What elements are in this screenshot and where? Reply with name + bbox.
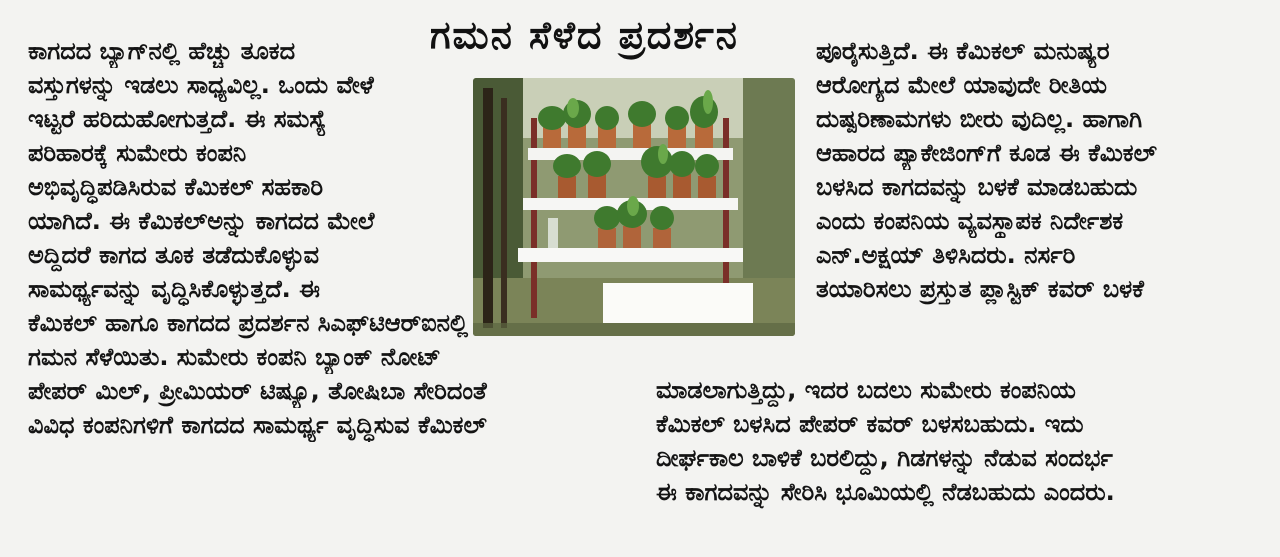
left-column-line: ಕೆಮಿಕಲ್ ಹಾಗೂ ಕಾಗದದ ಪ್ರದರ್ಶನ ಸಿಎಫ್‌ಟಿಆರ್‌ಐನಲ್ಲಿ — [28, 309, 469, 337]
left-column-line: ಪರಿಹಾರಕ್ಕೆ ಸುಮೇರು ಕಂಪನಿ — [28, 139, 247, 167]
left-column-line: ಇಟ್ಟರೆ ಹರಿದುಹೋಗುತ್ತದೆ. ಈ ಸಮಸ್ಯೆ — [28, 105, 327, 133]
right-column-line: ಬಳಸಿದ ಕಾಗದವನ್ನು ಬಳಕೆ ಮಾಡಬಹುದು — [816, 173, 1138, 201]
bottom-column-line: ದೀರ್ಘಕಾಲ ಬಾಳಿಕೆ ಬರಲಿದ್ದು, ಗಿಡಗಳನ್ನು ನೆಡುವ ಸಂದರ್ಭ — [656, 444, 1113, 472]
bottom-column-line: ಮಾಡಲಾಗುತ್ತಿದ್ದು, ಇದರ ಬದಲು ಸುಮೇರು ಕಂಪನಿಯ — [656, 376, 1076, 404]
left-column-line: ವಸ್ತುಗಳನ್ನು ಇಡಲು ಸಾಧ್ಯವಿಲ್ಲ. ಒಂದು ವೇಳೆ — [28, 71, 374, 99]
plant-shelf-photo — [473, 78, 795, 336]
right-column-line: ಎನ್.ಅಕ್ಷಯ್ ತಿಳಿಸಿದರು. ನರ್ಸರಿ — [816, 241, 1076, 269]
left-column-line: ಯಾಗಿದೆ. ಈ ಕೆಮಿಕಲ್‌ಅನ್ನು ಕಾಗದದ ಮೇಲೆ — [28, 207, 375, 235]
bottom-column-line: ಈ ಕಾಗದವನ್ನು ಸೇರಿಸಿ ಭೂಮಿಯಲ್ಲಿ ನೆಡಬಹುದು ಎಂದರು. — [656, 478, 1115, 506]
left-column-line: ಕಾಗದದ ಬ್ಯಾಗ್‌ನಲ್ಲಿ ಹೆಚ್ಚು ತೂಕದ — [28, 37, 296, 65]
right-column-line: ತಯಾರಿಸಲು ಪ್ರಸ್ತುತ ಪ್ಲಾಸ್ಟಿಕ್ ಕವರ್ ಬಳಕೆ — [816, 275, 1144, 303]
left-column-line: ಸಾಮರ್ಥ್ಯವನ್ನು ವೃದ್ಧಿಸಿಕೊಳ್ಳುತ್ತದೆ. ಈ — [28, 275, 320, 303]
left-column-line: ಪೇಪರ್ ಮಿಲ್, ಪ್ರೀಮಿಯರ್ ಟಿಷ್ಯೂ, ತೋಷಿಬಾ ಸೇರಿದಂತೆ — [28, 377, 487, 405]
right-column-line: ಆರೋಗ್ಯದ ಮೇಲೆ ಯಾವುದೇ ರೀತಿಯ — [816, 71, 1107, 99]
left-column-line: ಅಭಿವೃದ್ಧಿಪಡಿಸಿರುವ ಕೆಮಿಕಲ್ ಸಹಕಾರಿ — [28, 173, 323, 201]
right-column-line: ಎಂದು ಕಂಪನಿಯ ವ್ಯವಸ್ಥಾಪಕ ನಿರ್ದೇಶಕ — [816, 207, 1124, 235]
left-column-line: ಅದ್ದಿದರೆ ಕಾಗದ ತೂಕ ತಡೆದುಕೊಳ್ಳುವ — [28, 241, 320, 269]
bottom-column-line: ಕೆಮಿಕಲ್ ಬಳಸಿದ ಪೇಪರ್ ಕವರ್ ಬಳಸಬಹುದು. ಇದು — [656, 410, 1084, 438]
bottom-right-column — [656, 373, 1256, 509]
right-column-line: ಪೂರೈಸುತ್ತಿದೆ. ಈ ಕೆಮಿಕಲ್ ಮನುಷ್ಯರ — [816, 37, 1110, 65]
right-column-line: ಆಹಾರದ ಪ್ಯಾಕೇಜಿಂಗ್‌ಗೆ ಕೂಡ ಈ ಕೆಮಿಕಲ್ — [816, 139, 1157, 167]
headline: ಗಮನ ಸೆಳೆದ ಪ್ರದರ್ಶನ — [430, 13, 739, 57]
left-column-line: ಗಮನ ಸೆಳೆಯಿತು. ಸುಮೇರು ಕಂಪನಿ ಬ್ಯಾಂಕ್ ನೋಟ್ — [28, 343, 441, 371]
left-column-line: ವಿವಿಧ ಕಂಪನಿಗಳಿಗೆ ಕಾಗದದ ಸಾಮರ್ಥ್ಯ ವೃದ್ಧಿಸುವ ಕೆಮಿಕಲ್ — [28, 411, 487, 439]
right-column-line: ದುಷ್ಪರಿಣಾಮಗಳು ಬೀರು ವುದಿಲ್ಲ. ಹಾಗಾಗಿ — [816, 105, 1143, 133]
right-column — [816, 34, 1261, 306]
